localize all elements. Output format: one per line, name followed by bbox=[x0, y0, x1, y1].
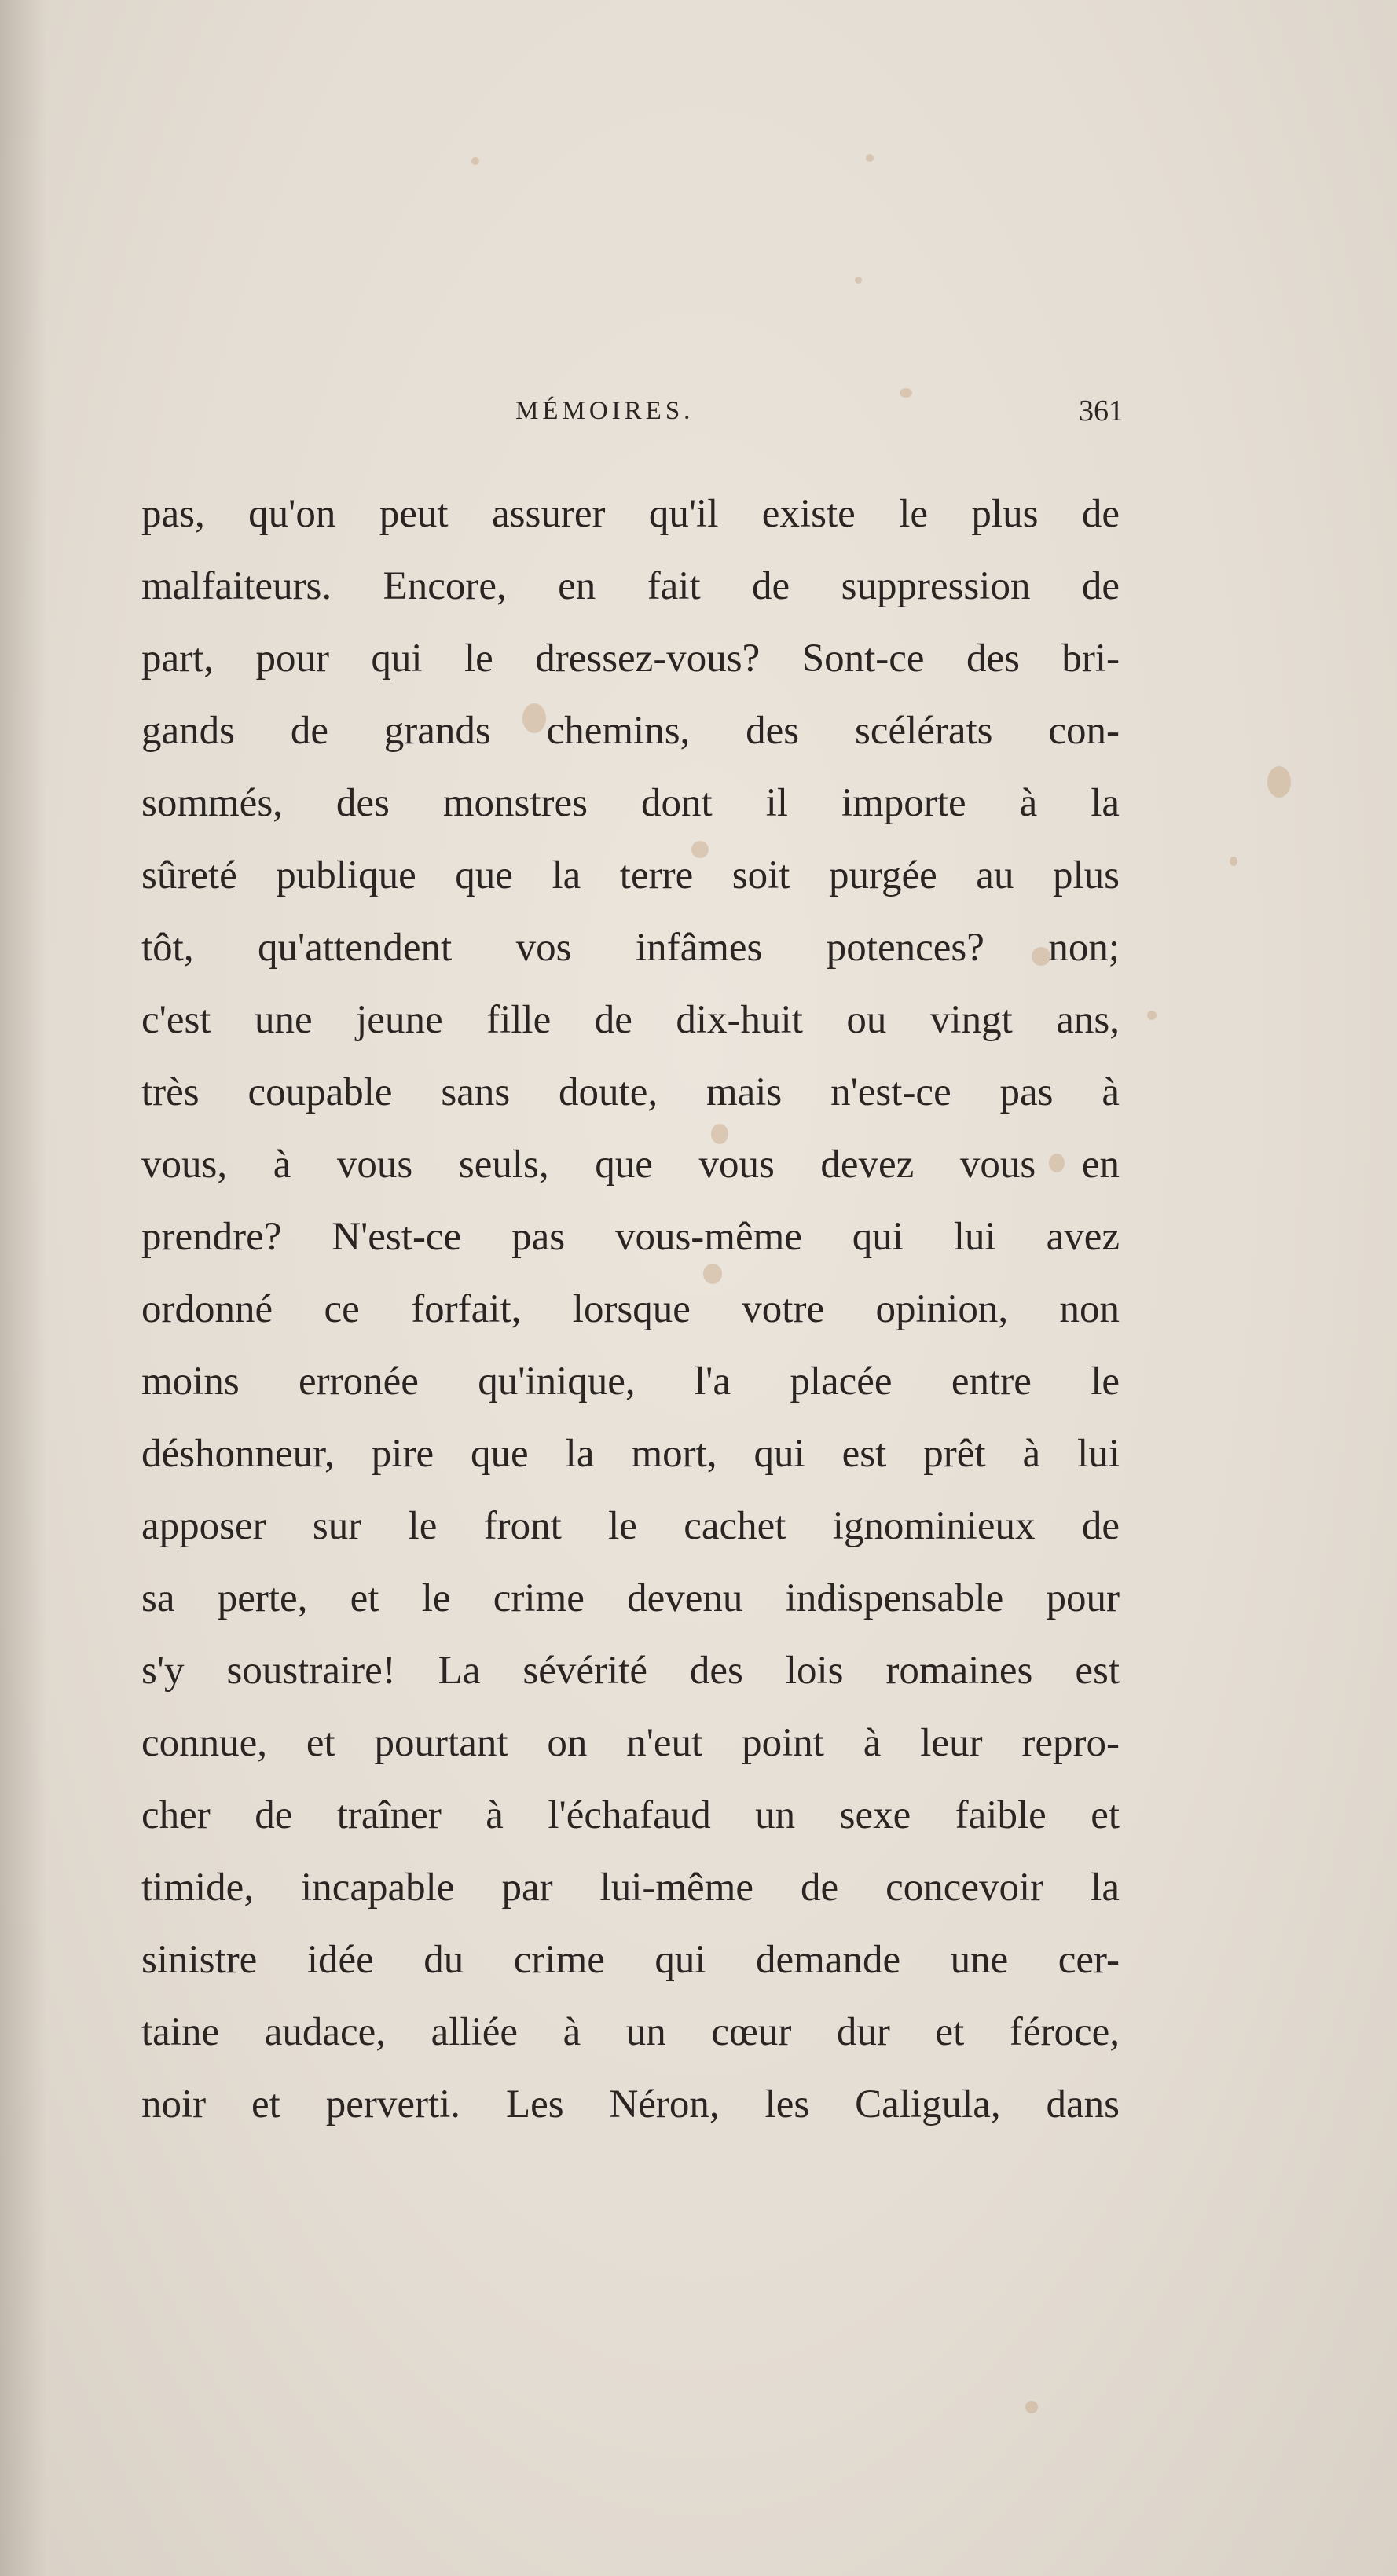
foxing-spot bbox=[1230, 857, 1238, 866]
text-line: part, pour qui le dressez-vous? Sont-ce des bri- bbox=[141, 637, 1120, 681]
text-line: cher de traîner à l'échafaud un sexe faible et bbox=[141, 1793, 1120, 1837]
foxing-spot bbox=[1267, 766, 1291, 798]
text-line: s'y soustraire! La sévérité des lois romaines est bbox=[141, 1649, 1120, 1693]
binding-shadow bbox=[0, 0, 47, 2576]
text-line: timide, incapable par lui-même de concevoir la bbox=[141, 1866, 1120, 1910]
page-number: 361 bbox=[1079, 394, 1124, 427]
foxing-spot bbox=[866, 154, 874, 162]
text-line: sa perte, et le crime devenu indispensable pour bbox=[141, 1576, 1120, 1620]
text-line: prendre? N'est-ce pas vous-même qui lui avez bbox=[141, 1215, 1120, 1259]
text-line: vous, à vous seuls, que vous devez vous en bbox=[141, 1143, 1120, 1187]
foxing-spot bbox=[855, 277, 862, 284]
text-line: pas, qu'on peut assurer qu'il existe le plus de bbox=[141, 492, 1120, 536]
text-line: déshonneur, pire que la mort, qui est prêt à lui bbox=[141, 1432, 1120, 1476]
text-line: moins erronée qu'inique, l'a placée entre le bbox=[141, 1360, 1120, 1404]
text-line: apposer sur le front le cachet ignominieux de bbox=[141, 1504, 1120, 1548]
text-line: très coupable sans doute, mais n'est-ce pas à bbox=[141, 1070, 1120, 1114]
foxing-spot bbox=[1025, 2401, 1038, 2413]
foxing-spot bbox=[1147, 1011, 1157, 1020]
text-line: sûreté publique que la terre soit purgée au plus bbox=[141, 853, 1120, 897]
foxing-spot bbox=[471, 157, 479, 165]
running-head bbox=[141, 391, 1124, 431]
running-title: MÉMOIRES. bbox=[515, 397, 695, 425]
text-line: sinistre idée du crime qui demande une cer- bbox=[141, 1938, 1120, 1982]
text-line: malfaiteurs. Encore, en fait de suppression de bbox=[141, 564, 1120, 608]
text-line: ordonné ce forfait, lorsque votre opinion, non bbox=[141, 1287, 1120, 1331]
text-line: c'est une jeune fille de dix-huit ou vingt ans, bbox=[141, 998, 1120, 1042]
text-line: gands de grands chemins, des scélérats con- bbox=[141, 709, 1120, 753]
text-line: tôt, qu'attendent vos infâmes potences? non; bbox=[141, 926, 1120, 970]
body-text bbox=[141, 478, 1120, 2141]
text-line: taine audace, alliée à un cœur dur et féroce, bbox=[141, 2010, 1120, 2054]
text-line: noir et perverti. Les Néron, les Caligula, dans bbox=[141, 2082, 1120, 2126]
text-line: sommés, des monstres dont il importe à la bbox=[141, 781, 1120, 825]
text-line: connue, et pourtant on n'eut point à leur repro- bbox=[141, 1721, 1120, 1765]
